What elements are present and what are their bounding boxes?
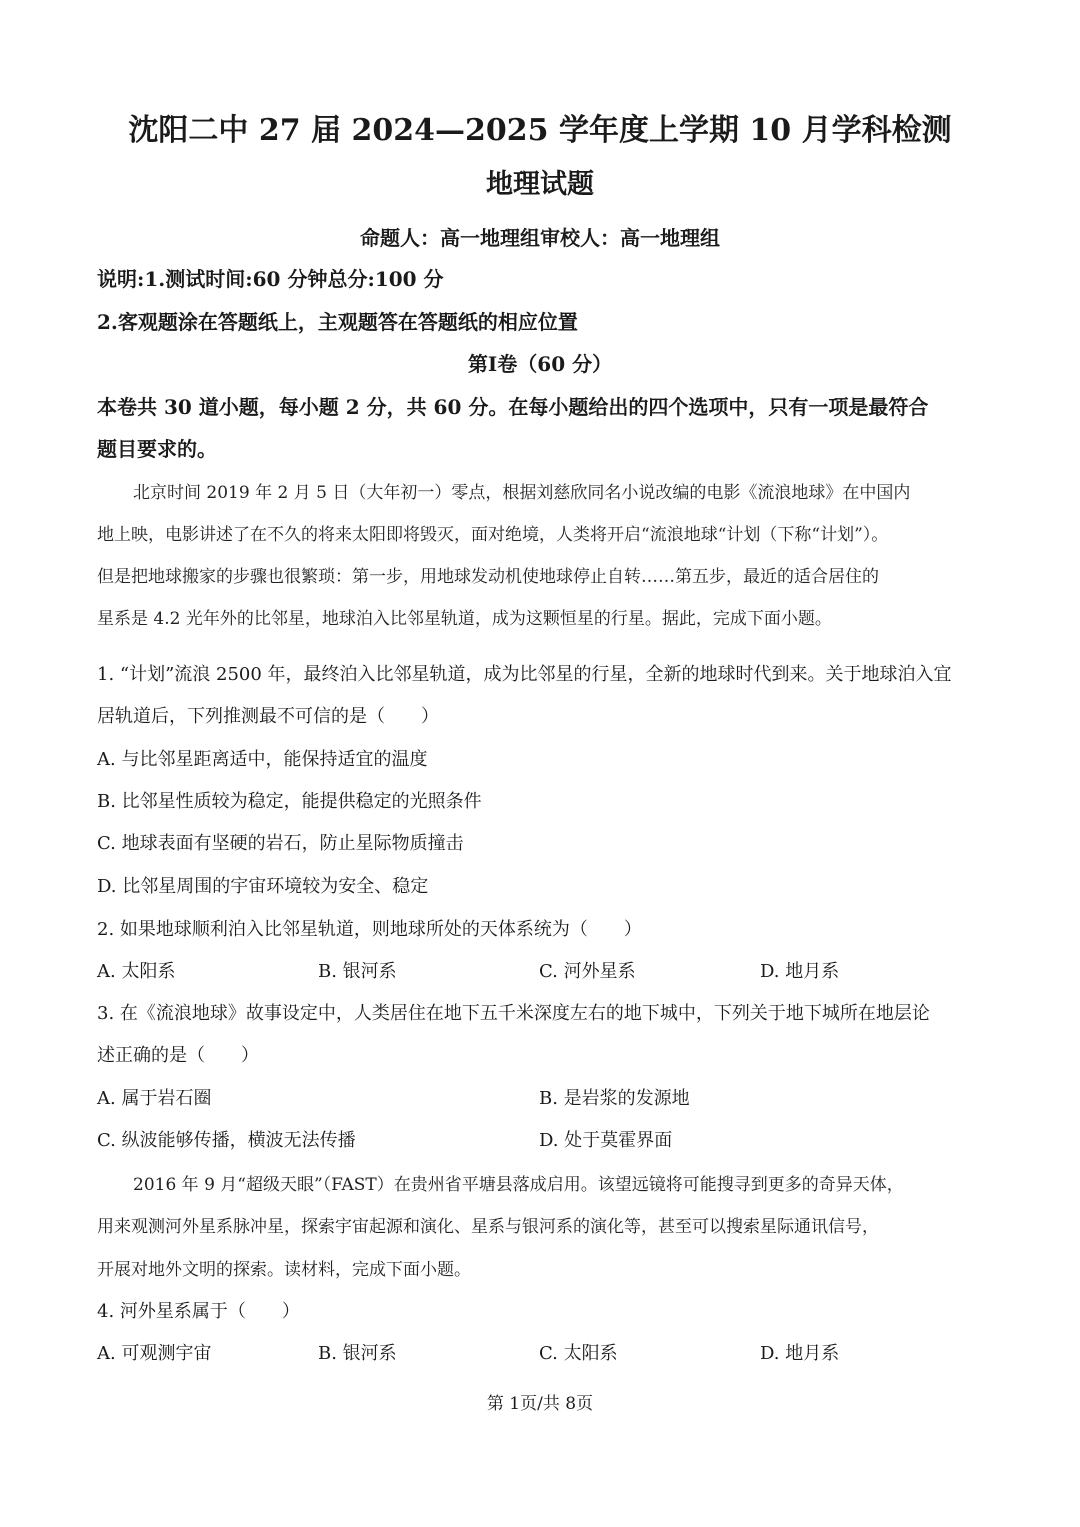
question-3-stem: 3. 在《流浪地球》故事设定中，人类居住在地下五千米深度左右的地下城中，下列关于地下城所在地层论 xyxy=(97,1003,930,1024)
question-1-stem: 居轨道后，下列推测最不可信的是（ ） xyxy=(97,706,439,727)
section-instructions-2: 题目要求的。 xyxy=(97,437,217,461)
passage-1-line: 星系是 4.2 光年外的比邻星，地球泊入比邻星轨道，成为这颗恒星的行星。据此，完成下面小题。 xyxy=(97,609,832,629)
question-1-option-a: A. 与比邻星距离适中，能保持适宜的温度 xyxy=(97,749,428,770)
exam-title: 沈阳二中 27 届 2024—2025 学年度上学期 10 月学科检测 xyxy=(128,113,952,148)
passage-2-line: 用来观测河外星系脉冲星，探索宇宙起源和演化、星系与银河系的演化等，甚至可以搜索星际通讯信号， xyxy=(97,1217,879,1237)
instructions-line-2: 2.客观题涂在答题纸上，主观题答在答题纸的相应位置 xyxy=(97,310,578,334)
question-4-option-c: C. 太阳系 xyxy=(539,1343,618,1364)
page-footer: 第 1页/共 8页 xyxy=(486,1394,594,1414)
question-1-option-c: C. 地球表面有坚硬的岩石，防止星际物质撞击 xyxy=(97,833,464,854)
passage-1-line: 但是把地球搬家的步骤也很繁琐：第一步，用地球发动机使地球停止自转……第五步，最近的适合居住的 xyxy=(97,567,879,587)
question-1-option-b: B. 比邻星性质较为稳定，能提供稳定的光照条件 xyxy=(97,791,482,812)
question-2-stem: 2. 如果地球顺利泊入比邻星轨道，则地球所处的天体系统为（ ） xyxy=(97,919,642,940)
question-4-option-a: A. 可观测宇宙 xyxy=(97,1343,212,1364)
question-3-option-c: C. 纵波能够传播，横波无法传播 xyxy=(97,1130,356,1151)
question-1-option-d: D. 比邻星周围的宇宙环境较为安全、稳定 xyxy=(97,876,429,897)
question-2-option-b: B. 银河系 xyxy=(318,961,397,982)
passage-2-line: 开展对地外文明的探索。读材料，完成下面小题。 xyxy=(97,1260,471,1280)
section-instructions-1: 本卷共 30 道小题，每小题 2 分，共 60 分。在每小题给出的四个选项中，只有一项是最符合 xyxy=(97,395,929,419)
passage-1-line: 地上映，电影讲述了在不久的将来太阳即将毁灭，面对绝境，人类将开启“流浪地球“计划（下称“计划”）。 xyxy=(97,525,889,545)
question-3-stem: 述正确的是（ ） xyxy=(97,1045,259,1066)
instructions-line-1: 说明:1.测试时间:60 分钟总分:100 分 xyxy=(97,267,444,291)
question-3-option-a: A. 属于岩石圈 xyxy=(97,1088,212,1109)
exam-subtitle: 地理试题 xyxy=(486,169,594,200)
question-4-option-b: B. 银河系 xyxy=(318,1343,397,1364)
question-1-stem: 1. “计划”流浪 2500 年，最终泊入比邻星轨道，成为比邻星的行星，全新的地球时代到来。关于地球泊入宜 xyxy=(97,664,952,685)
authors-line: 命题人：高一地理组审校人：高一地理组 xyxy=(360,226,720,250)
question-2-option-c: C. 河外星系 xyxy=(539,961,636,982)
question-3-option-b: B. 是岩浆的发源地 xyxy=(539,1088,690,1109)
section-heading: 第Ⅰ卷（60 分） xyxy=(467,352,613,376)
passage-1-line: 北京时间 2019 年 2 月 5 日（大年初一）零点，根据刘慈欣同名小说改编的电影《流浪地球》在中国内 xyxy=(133,483,911,503)
question-4-stem: 4. 河外星系属于（ ） xyxy=(97,1301,300,1322)
question-2-option-a: A. 太阳系 xyxy=(97,961,176,982)
question-4-option-d: D. 地月系 xyxy=(760,1343,840,1364)
question-2-option-d: D. 地月系 xyxy=(760,961,840,982)
passage-2-line: 2016 年 9 月“超级天眼”（FAST）在贵州省平塘县落成启用。该望远镜将可能搜寻到更多的奇异天体， xyxy=(133,1175,904,1195)
question-3-option-d: D. 处于莫霍界面 xyxy=(539,1130,673,1151)
